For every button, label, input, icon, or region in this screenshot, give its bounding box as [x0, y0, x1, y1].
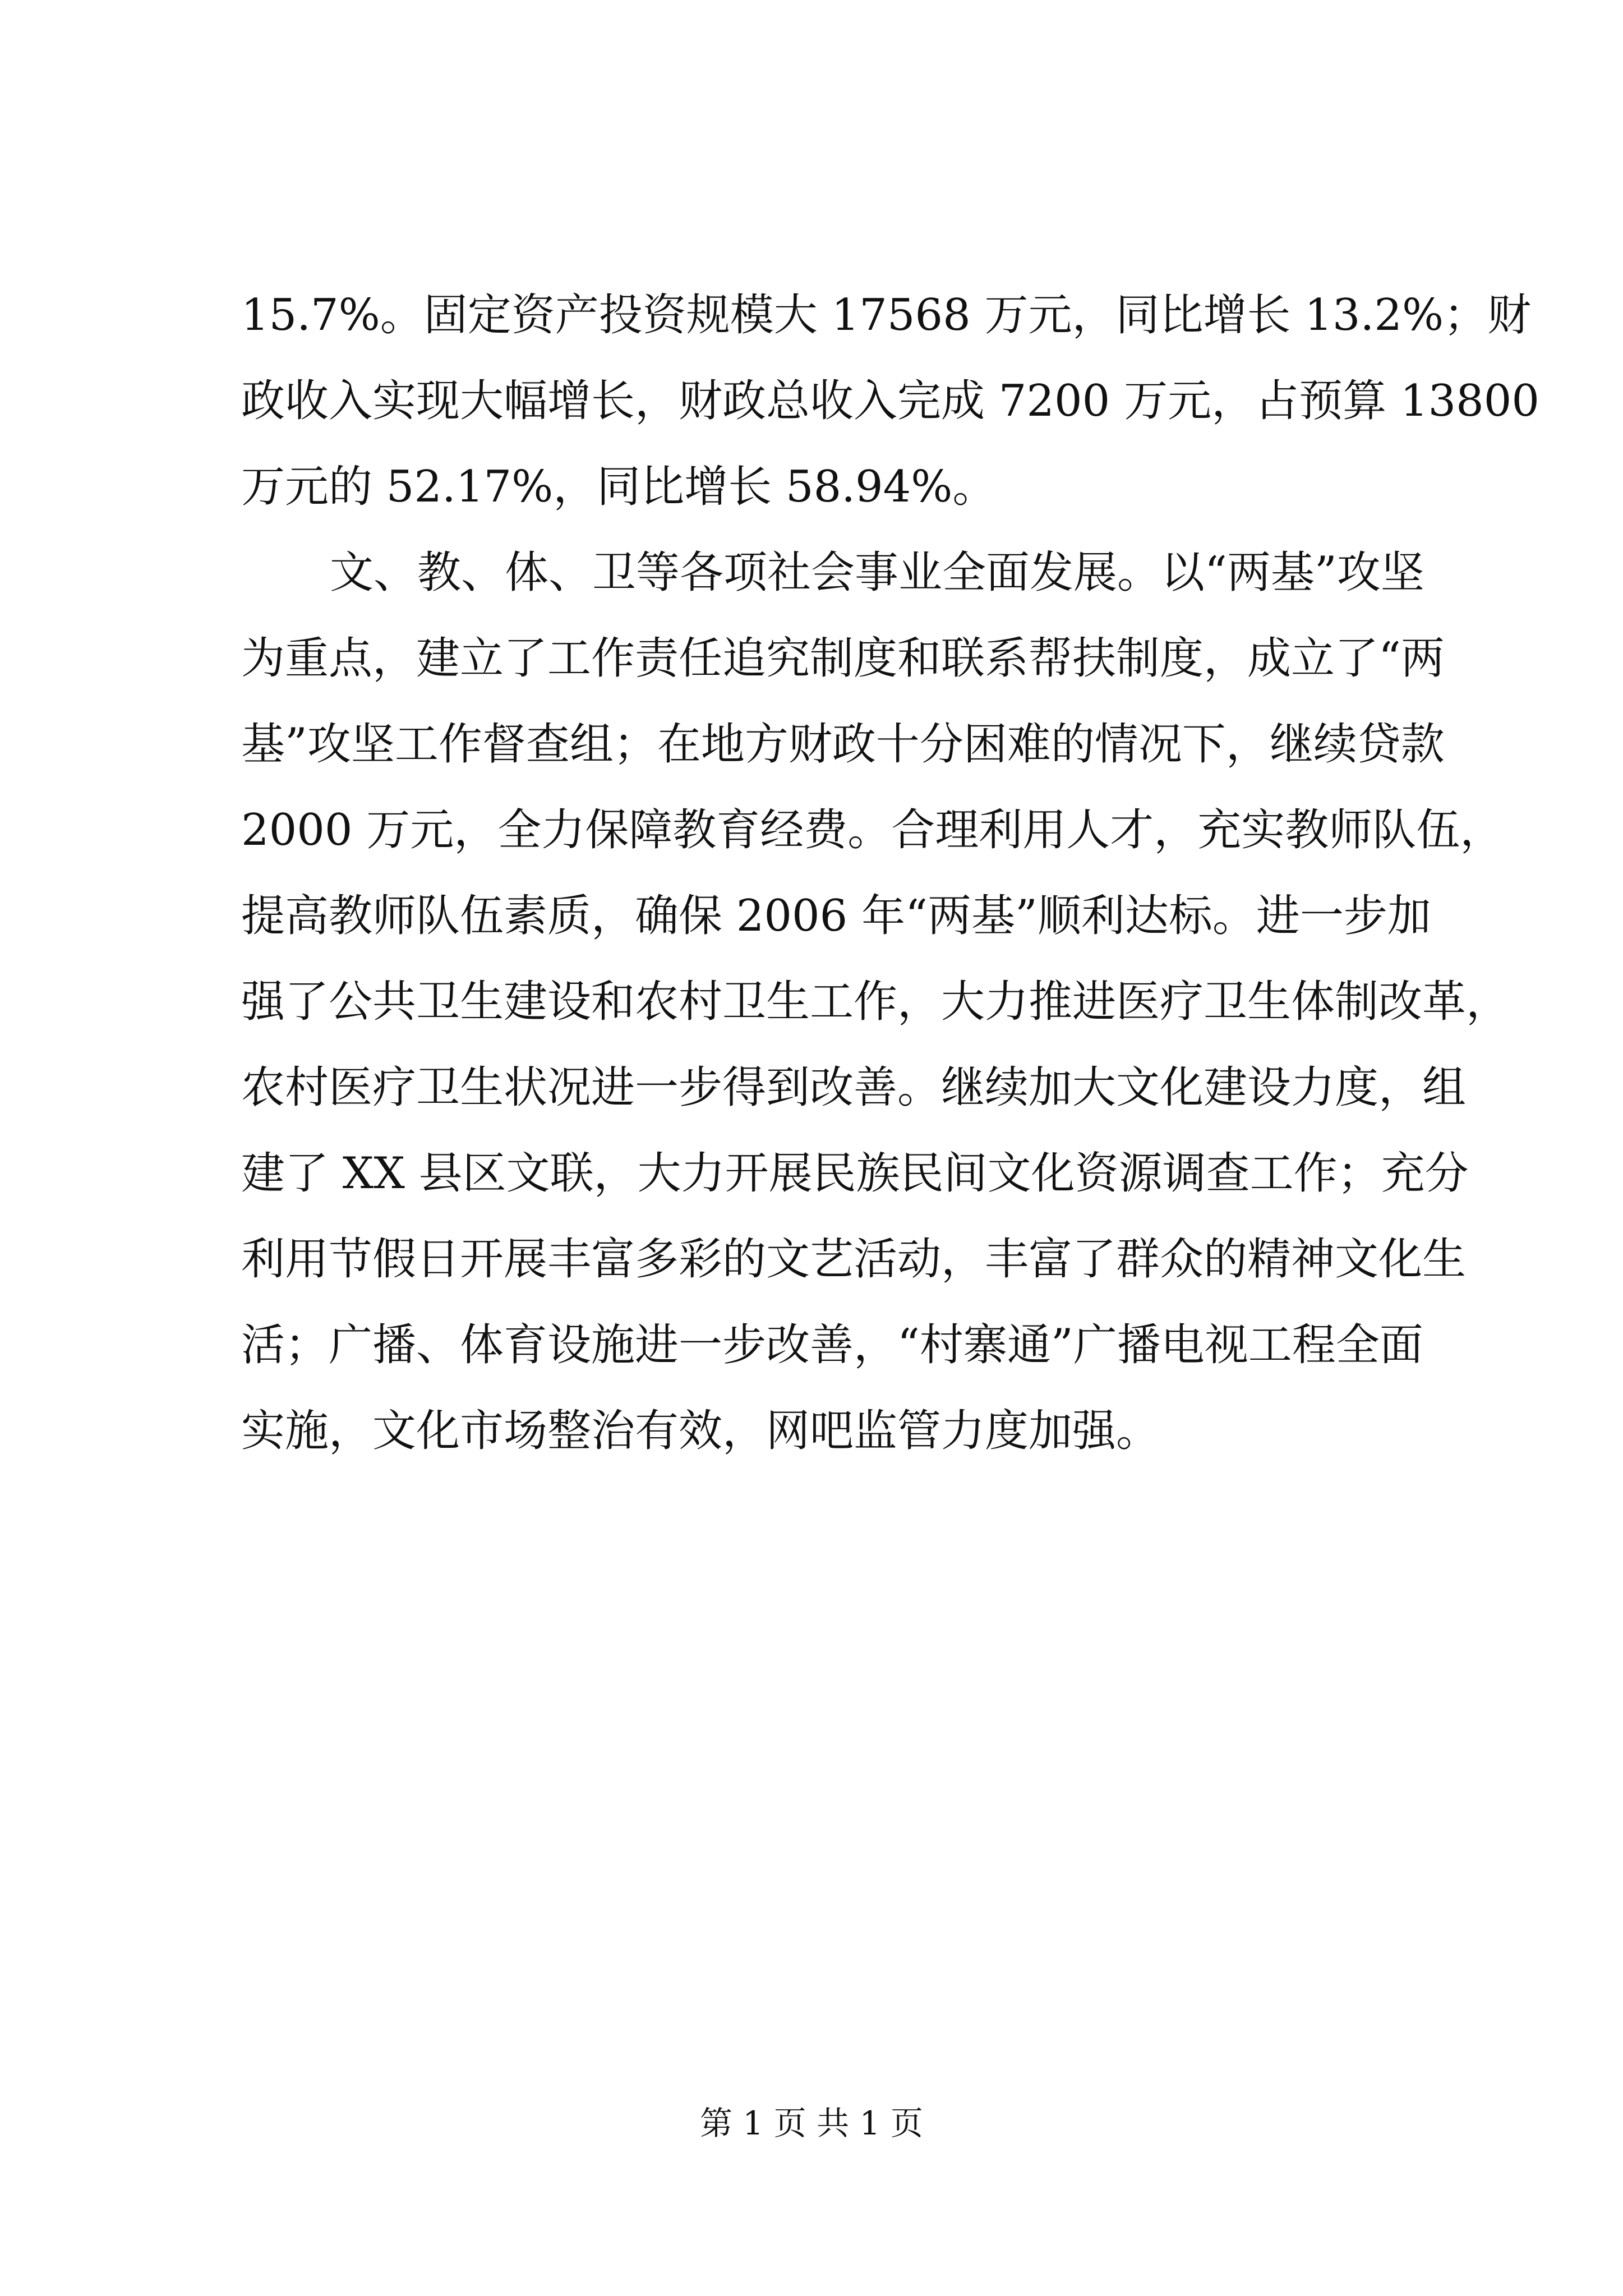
- paragraph-2-line-7: 农村医疗卫生状况进一步得到改善。继续加大文化建设力度，组: [241, 1062, 1467, 1113]
- document-body: [241, 273, 1540, 1474]
- paragraph-2-line-8: 建了 XX 县区文联，大力开展民族民间文化资源调查工作；充分: [241, 1148, 1469, 1199]
- paragraph-2-line-3: 基”攻坚工作督查组；在地方财政十分困难的情况下，继续贷款: [241, 719, 1445, 770]
- paragraph-2-line-2: 为重点，建立了工作责任追究制度和联系帮扶制度，成立了“两: [241, 633, 1445, 684]
- paragraph-2-line-1: 文、教、体、卫等各项社会事业全面发展。以“两基”攻坚: [330, 547, 1424, 598]
- paragraph-1-line-2: 政收入实现大幅增长，财政总收入完成 7200 万元，占预算 13800: [241, 376, 1540, 426]
- paragraph-2-line-10: 活；广播、体育设施进一步改善，“村寨通”广播电视工程全面: [241, 1320, 1423, 1370]
- paragraph-2-line-5: 提高教师队伍素质，确保 2006 年“两基”顺利达标。进一步加: [241, 891, 1431, 941]
- paragraph-2-line-4: 2000 万元，全力保障教育经费。合理利用人才，充实教师队伍，: [241, 805, 1504, 855]
- paragraph-2-line-6: 强了公共卫生建设和农村卫生工作，大力推进医疗卫生体制改革，: [241, 977, 1510, 1027]
- paragraph-2-line-11: 实施，文化市场整治有效，网吧监管力度加强。: [241, 1406, 1160, 1456]
- page-footer: 第 1 页 共 1 页: [700, 2104, 923, 2142]
- paragraph-1-line-3: 万元的 52.17%，同比增长 58.94%。: [241, 462, 997, 512]
- paragraph-1-line-1: 15.7%。固定资产投资规模大 17568 万元，同比增长 13.2%；财: [241, 290, 1532, 341]
- paragraph-2-line-9: 利用节假日开展丰富多彩的文艺活动，丰富了群众的精神文化生: [241, 1234, 1467, 1285]
